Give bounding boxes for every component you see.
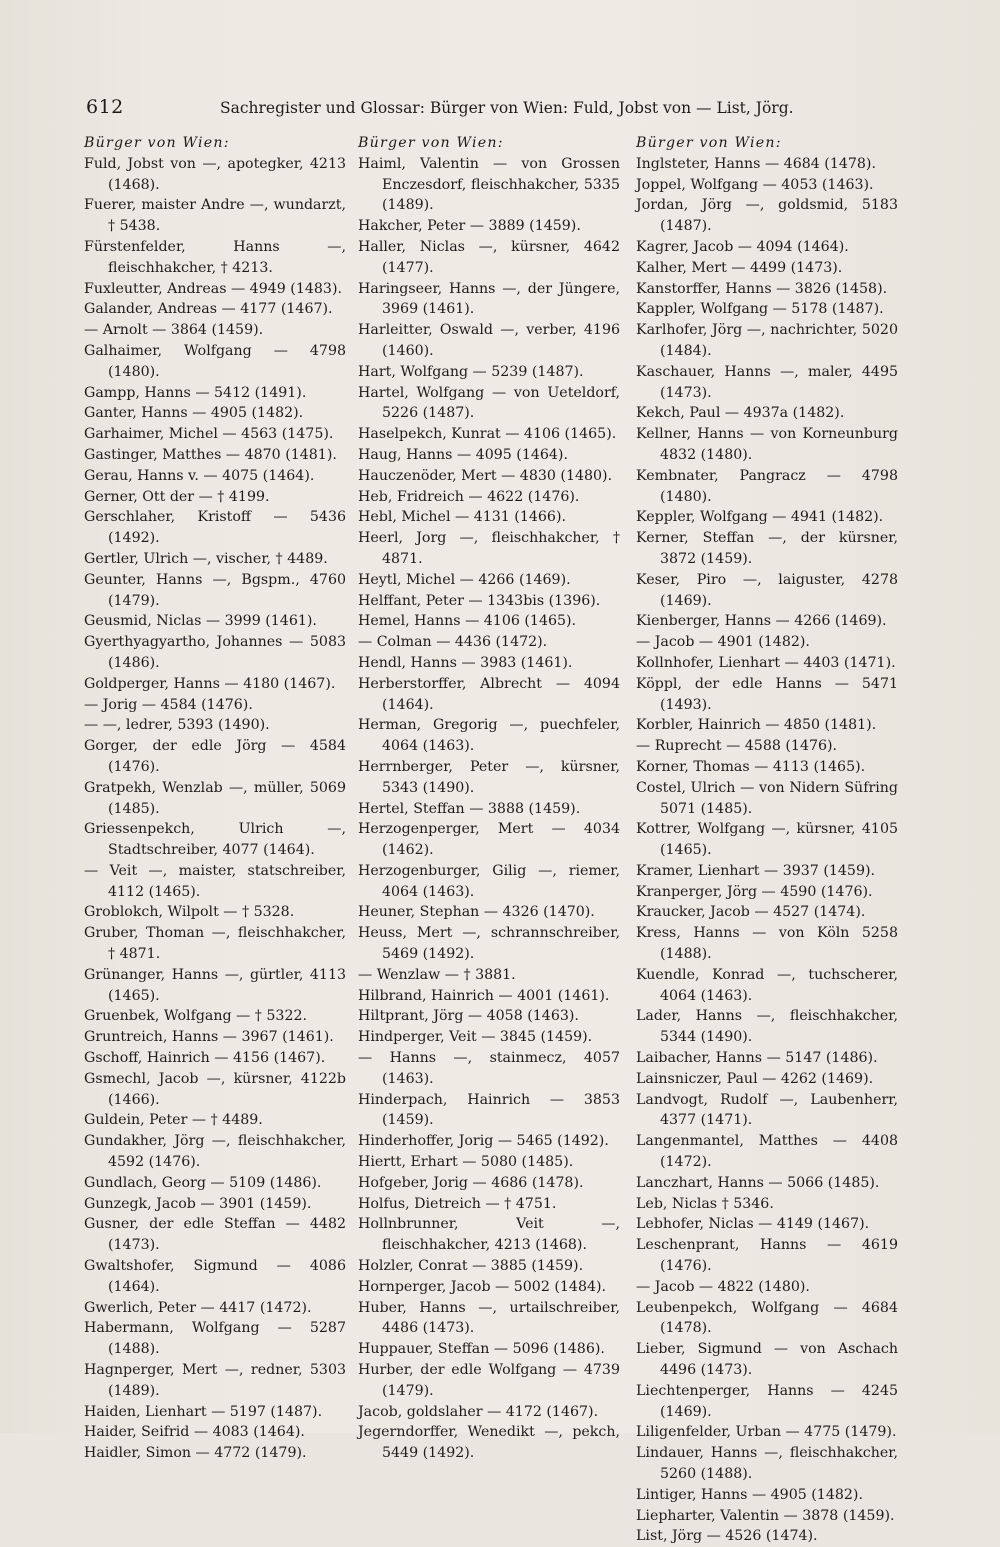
index-entry: Heuner, Stephan — 4326 (1470). — [358, 904, 595, 921]
index-entry: Fuxleutter, Andreas — 4949 (1483). — [84, 280, 342, 297]
index-entry: Joppel, Wolfgang — 4053 (1463). — [636, 176, 874, 193]
index-entry: Keppler, Wolfgang — 4941 (1482). — [636, 509, 884, 526]
index-entry: Inglsteter, Hanns — 4684 (1478). — [636, 155, 876, 172]
index-entry: Kagrer, Jacob — 4094 (1464). — [636, 238, 849, 255]
index-entry: Fuerer, maister Andre —, wundarzt, † 5438. — [84, 197, 346, 235]
index-entry: Gruntreich, Hanns — 3967 (1461). — [84, 1029, 334, 1046]
index-entry: Leschenprant, Hanns — 4619 (1476). — [636, 1237, 898, 1275]
index-entry: Liechtenperger, Hanns — 4245 (1469). — [636, 1382, 898, 1420]
index-entry: Kottrer, Wolfgang —, kürsner, 4105 (1465). — [636, 821, 898, 859]
index-entry: Hiertt, Erhart — 5080 (1485). — [358, 1154, 574, 1171]
index-entry: Hebl, Michel — 4131 (1466). — [358, 509, 566, 526]
index-entry: — Jacob — 4822 (1480). — [636, 1278, 810, 1295]
index-entry: Ganter, Hanns — 4905 (1482). — [84, 405, 304, 422]
index-entry: — Arnolt — 3864 (1459). — [84, 322, 264, 339]
column-heading: Bürger von Wien: — [636, 135, 782, 151]
index-entry: Kembnater, Pangracz — 4798 (1480). — [636, 467, 898, 505]
index-entry: Herman, Gregorig —, puechfeler, 4064 (1463). — [358, 717, 620, 755]
index-entry: Haider, Seifrid — 4083 (1464). — [84, 1424, 305, 1441]
index-entry: Gschoff, Hainrich — 4156 (1467). — [84, 1050, 326, 1067]
index-entry: Griessenpekch, Ulrich —, Stadtschreiber, 4077 (1464). — [84, 821, 346, 859]
index-entry: Gratpekh, Wenzlab —, müller, 5069 (1485). — [84, 779, 346, 817]
index-entry: Kuendle, Konrad —, tuchscherer, 4064 (1463). — [636, 966, 898, 1004]
index-entry: Gastinger, Matthes — 4870 (1481). — [84, 446, 337, 463]
index-entry: Gwaltshofer, Sigmund — 4086 (1464). — [84, 1258, 346, 1295]
index-entry: Garhaimer, Michel — 4563 (1475). — [84, 426, 334, 443]
index-entry: Gsmechl, Jacob —, kürsner, 4122b (1466). — [84, 1070, 346, 1108]
index-entry: Hofgeber, Jorig — 4686 (1478). — [358, 1174, 584, 1191]
column-heading: Bürger von Wien: — [358, 135, 504, 151]
index-entry: Fuld, Jobst von —, apotegker, 4213 (1468). — [84, 155, 346, 193]
index-entry: Fürstenfelder, Hanns —, fleischhakcher, † 4213. — [84, 238, 346, 276]
index-entry: Köppl, der edle Hanns — 5471 (1493). — [636, 675, 898, 713]
index-entry: Guldein, Peter — † 4489. — [84, 1112, 263, 1129]
index-entry: Hinderhoffer, Jorig — 5465 (1492). — [358, 1133, 609, 1150]
index-entry: — Veit —, maister, statschreiber, 4112 (1465). — [84, 862, 346, 900]
index-entry: Langenmantel, Matthes — 4408 (1472). — [636, 1133, 898, 1171]
index-entry: Lanczhart, Hanns — 5066 (1485). — [636, 1174, 880, 1191]
index-entry: Gruber, Thoman —, fleischhakcher, † 4871. — [84, 925, 346, 963]
index-entry: Lainsniczer, Paul — 4262 (1469). — [636, 1070, 874, 1087]
index-entry: Hollnbrunner, Veit —, fleischhakcher, 4213 (1468). — [358, 1216, 620, 1254]
index-entry: Herzogenperger, Mert — 4034 (1462). — [358, 821, 620, 859]
index-entry: — Jorig — 4584 (1476). — [84, 696, 253, 713]
index-entry: Huber, Hanns —, urtailschreiber, 4486 (1473). — [358, 1299, 620, 1337]
index-entry: Haringseer, Hanns —, der Jüngere, 3969 (1461). — [358, 280, 620, 318]
index-entry: Gampp, Hanns — 5412 (1491). — [84, 384, 307, 401]
index-entry: Lintiger, Hanns — 4905 (1482). — [636, 1486, 863, 1503]
index-entry: Hurber, der edle Wolfgang — 4739 (1479). — [358, 1362, 620, 1399]
index-entry: List, Jörg — 4526 (1474). — [636, 1528, 818, 1545]
index-entry: Harleitter, Oswald —, verber, 4196 (1460). — [358, 322, 620, 359]
index-entry: Hiltprant, Jörg — 4058 (1463). — [358, 1008, 579, 1025]
index-entry: Gerner, Ott der — † 4199. — [84, 488, 270, 505]
index-entry: Lebhofer, Niclas — 4149 (1467). — [636, 1216, 870, 1233]
index-entry: Haug, Hanns — 4095 (1464). — [358, 446, 568, 463]
index-entry: Huppauer, Steffan — 5096 (1486). — [358, 1341, 605, 1358]
index-entry: Grünanger, Hanns —, gürtler, 4113 (1465). — [84, 966, 346, 1004]
index-entry: Gorger, der edle Jörg — 4584 (1476). — [84, 738, 346, 775]
index-entry: Jordan, Jörg —, goldsmid, 5183 (1487). — [636, 197, 898, 235]
index-entry: Goldperger, Hanns — 4180 (1467). — [84, 675, 336, 692]
index-entry: Hilbrand, Hainrich — 4001 (1461). — [358, 987, 610, 1004]
index-entry: Costel, Ulrich — von Nidern Süfring 5071 (1485). — [636, 779, 898, 817]
index-entry: Gunzegk, Jacob — 3901 (1459). — [84, 1195, 312, 1212]
index-entry: Leb, Niclas † 5346. — [636, 1195, 774, 1212]
index-entry: Gundlach, Georg — 5109 (1486). — [84, 1174, 322, 1191]
index-entry: Hart, Wolfgang — 5239 (1487). — [358, 363, 584, 380]
index-entry: Gertler, Ulrich —, vischer, † 4489. — [84, 550, 328, 567]
index-entry: Holzler, Conrat — 3885 (1459). — [358, 1258, 584, 1275]
index-entry: — —, ledrer, 5393 (1490). — [84, 717, 270, 734]
index-entry: Korner, Thomas — 4113 (1465). — [636, 758, 866, 775]
index-entry: Kaschauer, Hanns —, maler, 4495 (1473). — [636, 363, 898, 401]
index-entry: — Colman — 4436 (1472). — [358, 634, 548, 651]
index-entry: Gerschlaher, Kristoff — 5436 (1492). — [84, 509, 346, 547]
index-entry: Lindauer, Hanns —, fleischhakcher, 5260 (1488). — [636, 1445, 898, 1482]
index-entry: Habermann, Wolfgang — 5287 (1488). — [84, 1320, 346, 1358]
index-entry: Hinderpach, Hainrich — 3853 (1459). — [358, 1091, 620, 1129]
index-entry: Jacob, goldslaher — 4172 (1467). — [358, 1403, 599, 1420]
index-entry: Kollnhofer, Lienhart — 4403 (1471). — [636, 654, 896, 671]
index-entry: Geunter, Hanns —, Bgspm., 4760 (1479). — [84, 571, 346, 609]
index-entry: Herzogenburger, Gilig —, riemer, 4064 (1463). — [358, 862, 620, 900]
index-entry: Helffant, Peter — 1343bis (1396). — [358, 592, 601, 609]
index-entry: — Wenzlaw — † 3881. — [358, 966, 516, 983]
index-entry: Kraucker, Jacob — 4527 (1474). — [636, 904, 866, 921]
index-entry: Hagnperger, Mert —, redner, 5303 (1489). — [84, 1362, 346, 1399]
index-entry: Herberstorffer, Albrecht — 4094 (1464). — [358, 675, 620, 713]
index-entry: Hertel, Steffan — 3888 (1459). — [358, 800, 581, 817]
index-entry: Gerau, Hanns v. — 4075 (1464). — [84, 467, 315, 484]
index-entry: Galhaimer, Wolfgang — 4798 (1480). — [84, 342, 346, 380]
index-entry: Hartel, Wolfgang — von Ueteldorf, 5226 (1487). — [358, 384, 620, 422]
index-entry: Holfus, Dietreich — † 4751. — [358, 1195, 557, 1212]
index-entry: Hindperger, Veit — 3845 (1459). — [358, 1029, 593, 1046]
index-entry: Kanstorffer, Hanns — 3826 (1458). — [636, 280, 888, 297]
index-entry: Geusmid, Niclas — 3999 (1461). — [84, 613, 317, 630]
index-entry: Hornperger, Jacob — 5002 (1484). — [358, 1278, 607, 1295]
index-entry: Lieber, Sigmund — von Aschach 4496 (1473). — [636, 1341, 898, 1379]
index-entry: Hauczenöder, Mert — 4830 (1480). — [358, 467, 613, 484]
index-entry: Hakcher, Peter — 3889 (1459). — [358, 218, 581, 235]
column-heading: Bürger von Wien: — [84, 135, 230, 151]
index-entry: Kellner, Hanns — von Korneunburg 4832 (1480). — [636, 426, 898, 463]
page-header — [86, 96, 926, 124]
index-entry: Kranperger, Jörg — 4590 (1476). — [636, 883, 873, 900]
index-entry: Heytl, Michel — 4266 (1469). — [358, 571, 571, 588]
index-entry: Kress, Hanns — von Köln 5258 (1488). — [636, 925, 898, 963]
index-entry: — Jacob — 4901 (1482). — [636, 634, 810, 651]
index-entry: Gwerlich, Peter — 4417 (1472). — [84, 1299, 312, 1316]
running-title: Sachregister und Glossar: Bürger von Wien: Fuld, Jobst von — List, Jörg. — [220, 99, 794, 117]
index-entry: Galander, Andreas — 4177 (1467). — [84, 301, 333, 318]
index-entry: — Hanns —, stainmecz, 4057 (1463). — [358, 1050, 620, 1087]
index-entry: Heerl, Jorg —, fleischhakcher, † 4871. — [358, 530, 620, 567]
index-entry: Karlhofer, Jörg —, nachrichter, 5020 (1484). — [636, 322, 898, 359]
index-entry: Kappler, Wolfgang — 5178 (1487). — [636, 301, 884, 318]
index-entry: Hemel, Hanns — 4106 (1465). — [358, 613, 577, 630]
index-entry: — Ruprecht — 4588 (1476). — [636, 738, 838, 755]
index-entry: Kerner, Steffan —, der kürsner, 3872 (1459). — [636, 530, 898, 567]
index-entry: Laibacher, Hanns — 5147 (1486). — [636, 1050, 878, 1067]
index-entry: Liepharter, Valentin — 3878 (1459). — [636, 1507, 895, 1524]
index-entry: Herrnberger, Peter —, kürsner, 5343 (1490). — [358, 758, 620, 796]
index-entry: Heuss, Mert —, schrannschreiber, 5469 (1492). — [358, 925, 620, 963]
index-entry: Heb, Fridreich — 4622 (1476). — [358, 488, 580, 505]
index-entry: Landvogt, Rudolf —, Laubenherr, 4377 (1471). — [636, 1091, 898, 1129]
index-entry: Gyerthyagyartho, Johannes — 5083 (1486). — [84, 634, 346, 671]
index-entry: Gruenbek, Wolfgang — † 5322. — [84, 1008, 308, 1025]
index-entry: Hendl, Hanns — 3983 (1461). — [358, 654, 573, 671]
column-1 — [84, 133, 346, 1464]
index-entry: Keser, Piro —, laiguster, 4278 (1469). — [636, 571, 898, 609]
index-entry: Kekch, Paul — 4937a (1482). — [636, 405, 845, 422]
index-entry: Leubenpekch, Wolfgang — 4684 (1478). — [636, 1299, 898, 1337]
index-entry: Korbler, Hainrich — 4850 (1481). — [636, 717, 877, 734]
column-3 — [636, 133, 898, 1547]
index-entry: Haiml, Valentin — von Grossen Enczesdorf, fleischhakcher, 5335 (1489). — [358, 155, 620, 214]
index-entry: Kramer, Lienhart — 3937 (1459). — [636, 862, 876, 879]
index-entry: Haiden, Lienhart — 5197 (1487). — [84, 1403, 323, 1420]
column-2 — [358, 133, 620, 1464]
index-entry: Kienberger, Hanns — 4266 (1469). — [636, 613, 887, 630]
index-entry: Liligenfelder, Urban — 4775 (1479). — [636, 1424, 897, 1441]
index-entry: Haidler, Simon — 4772 (1479). — [84, 1445, 307, 1462]
index-entry: Gusner, der edle Steffan — 4482 (1473). — [84, 1216, 346, 1254]
index-entry: Haller, Niclas —, kürsner, 4642 (1477). — [358, 238, 620, 276]
page-number: 612 — [86, 96, 124, 118]
index-entry: Kalher, Mert — 4499 (1473). — [636, 259, 843, 276]
index-entry: Jegerndorffer, Wenedikt —, pekch, 5449 (1492). — [358, 1424, 620, 1462]
index-entry: Groblokch, Wilpolt — † 5328. — [84, 904, 295, 921]
index-entry: Haselpekch, Kunrat — 4106 (1465). — [358, 426, 617, 443]
index-entry: Gundakher, Jörg —, fleischhakcher, 4592 (1476). — [84, 1133, 346, 1171]
index-entry: Lader, Hanns —, fleischhakcher, 5344 (1490). — [636, 1008, 898, 1046]
